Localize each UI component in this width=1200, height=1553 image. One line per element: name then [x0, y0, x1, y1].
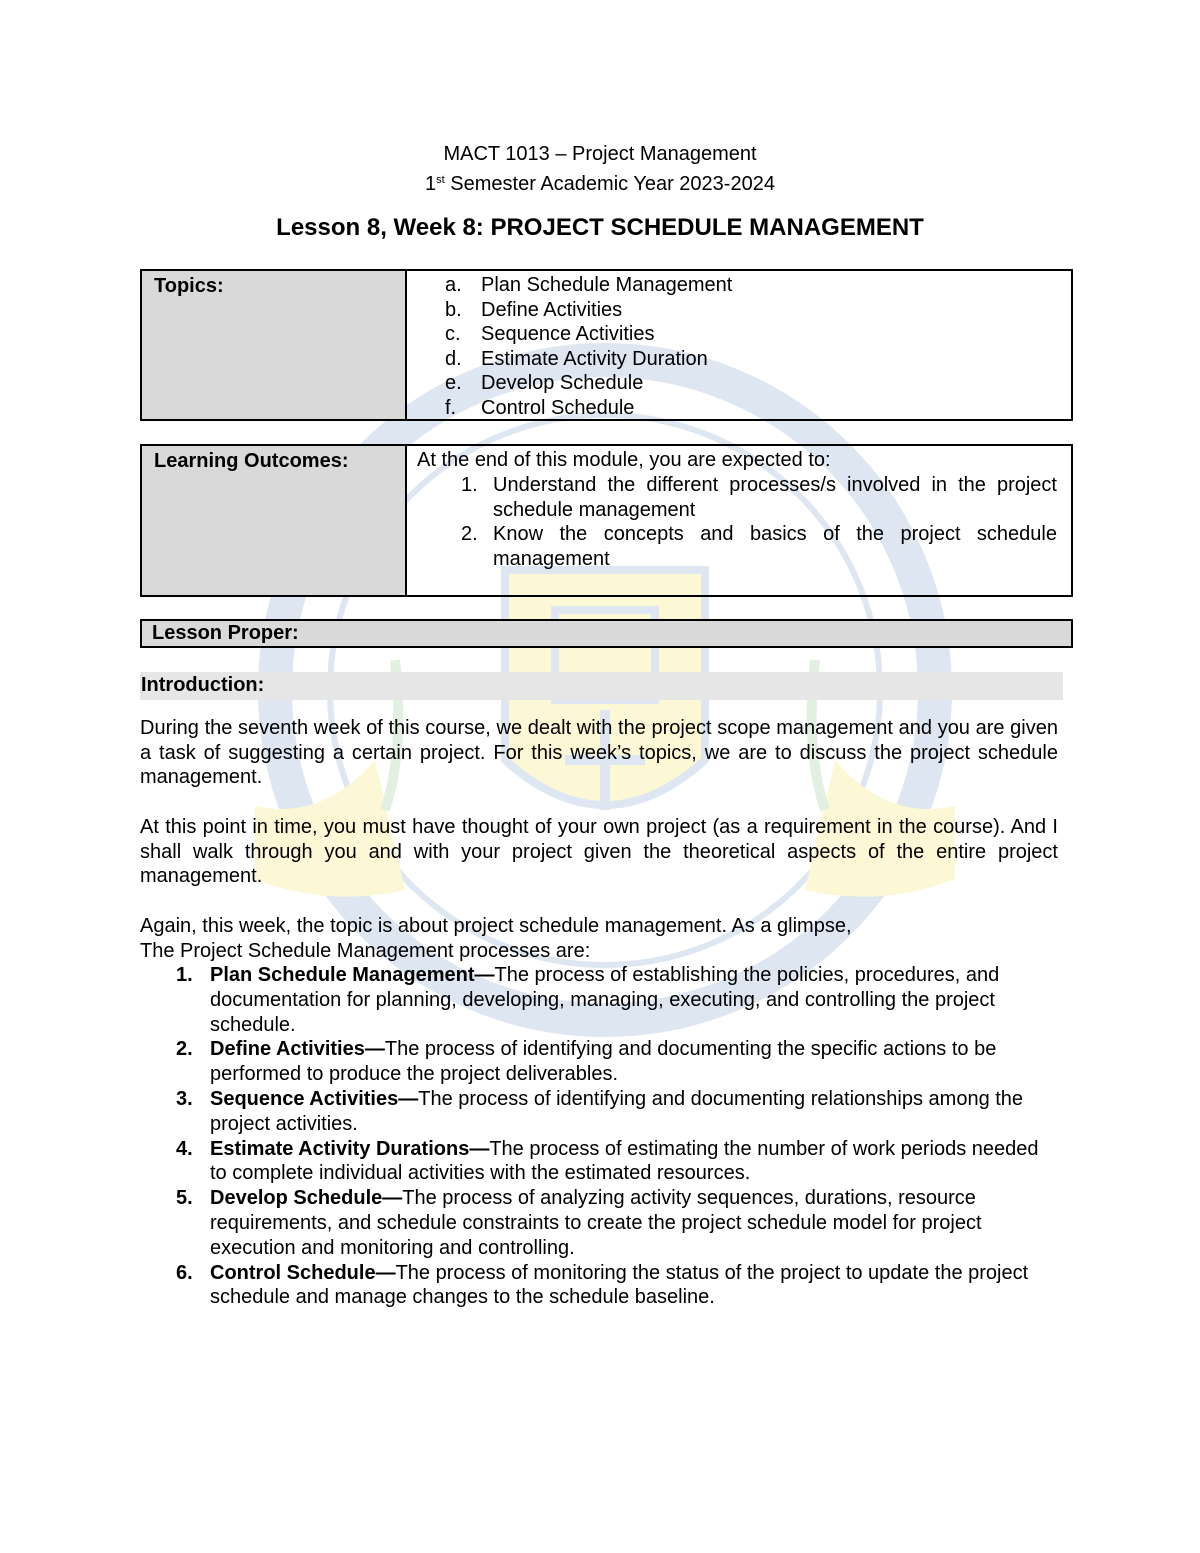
process-description: The process of estimating the number of work periods needed to complete individual activities with the estimated resources.	[210, 1137, 1039, 1185]
process-item	[140, 1261, 1058, 1311]
topic-marker: a.	[445, 274, 462, 296]
intro-paragraph-3-line-2: The Project Schedule Management processes are:	[140, 939, 591, 962]
process-name: Sequence Activities—	[210, 1087, 419, 1110]
topic-item	[417, 298, 1057, 323]
process-item	[140, 1037, 1058, 1087]
semester-ordinal: st	[436, 174, 445, 186]
process-description: The process of identifying and documenting relationships among the project activities.	[210, 1087, 1024, 1135]
topic-marker: e.	[445, 372, 462, 395]
topic-item	[417, 396, 1057, 421]
topic-marker: b.	[445, 298, 462, 321]
topic-marker: c.	[445, 323, 461, 346]
process-item	[140, 1137, 1058, 1187]
topic-text: Sequence Activities	[481, 323, 655, 346]
outcomes-content	[407, 446, 1071, 595]
process-name: Plan Schedule Management—	[210, 964, 495, 986]
outcome-text: Know the concepts and basics of the project schedule management	[493, 523, 1057, 570]
outcome-marker: 1.	[461, 474, 478, 496]
process-description: The process of identifying and documenting the specific actions to be performed to produce the project deliverables.	[210, 1038, 997, 1086]
outcome-item	[417, 522, 1057, 571]
outcome-text: Understand the different processes/s involved in the project schedule management	[493, 474, 1057, 521]
topic-marker: f.	[445, 396, 457, 419]
process-marker: 5.	[176, 1187, 193, 1210]
topic-text: Define Activities	[481, 298, 623, 321]
intro-paragraph-3-line-1: Again, this week, the topic is about project schedule management. As a glimpse,	[140, 915, 852, 937]
semester-line	[0, 167, 1200, 197]
outcomes-label: Learning Outcomes:	[142, 446, 407, 595]
process-description: The process of analyzing activity sequences, durations, resource requirements, and schedule constraints to create the project schedule model for project execution and monitoring and controlling.	[210, 1187, 982, 1259]
topic-text: Control Schedule	[481, 396, 635, 419]
process-item	[140, 1186, 1058, 1260]
process-item	[140, 1087, 1058, 1137]
topics-content	[407, 271, 1071, 419]
lesson-proper-header: Lesson Proper:	[140, 619, 1073, 648]
process-marker: 6.	[176, 1261, 193, 1284]
lesson-title: Lesson 8, Week 8: PROJECT SCHEDULE MANAGEMENT	[276, 214, 924, 241]
topic-item	[417, 322, 1057, 347]
topic-text: Plan Schedule Management	[481, 274, 733, 296]
semester-text: Semester Academic Year 2023-2024	[444, 173, 775, 195]
course-title: MACT 1013 – Project Management	[443, 143, 757, 165]
process-marker: 2.	[176, 1038, 193, 1061]
process-item	[140, 963, 1058, 1037]
topic-item	[417, 347, 1057, 372]
process-description: The process of monitoring the status of the project to update the project schedule and manage changes to the schedule baseline.	[210, 1261, 1029, 1309]
process-name: Develop Schedule—	[210, 1187, 403, 1210]
learning-outcomes-table	[140, 444, 1073, 597]
topic-text: Develop Schedule	[481, 372, 644, 395]
topic-item	[417, 273, 1057, 298]
semester-number: 1	[425, 173, 437, 195]
intro-paragraph-2: At this point in time, you must have thought of your own project (as a requirement in the course). And I shall walk through you and with your project given the theoretical aspects of the entire project management.	[140, 816, 1058, 888]
intro-paragraph-1: During the seventh week of this course, we dealt with the project scope management and you are given a task of suggesting a certain project. For this week’s topics, we are to discuss the project schedule management.	[140, 717, 1058, 789]
topic-text: Estimate Activity Duration	[481, 347, 708, 370]
outcomes-list	[417, 473, 1057, 571]
topics-label: Topics:	[142, 271, 407, 419]
outcomes-intro: At the end of this module, you are expected to:	[417, 449, 831, 471]
process-description: The process of establishing the policies, procedures, and documentation for planning, developing, managing, executing, and controlling the project schedule.	[210, 964, 1000, 1036]
process-marker: 4.	[176, 1137, 193, 1160]
outcome-marker: 2.	[461, 523, 478, 546]
intro-paragraph-3	[140, 914, 1058, 963]
topics-list	[417, 273, 1057, 421]
introduction-heading: Introduction:	[140, 672, 1063, 700]
topics-table	[140, 269, 1073, 421]
topic-marker: d.	[445, 347, 462, 370]
process-marker: 3.	[176, 1087, 193, 1110]
outcome-item	[417, 473, 1057, 522]
process-list	[140, 963, 1058, 1310]
process-name: Control Schedule—	[210, 1261, 396, 1284]
process-name: Define Activities—	[210, 1038, 385, 1061]
topic-item	[417, 371, 1057, 396]
process-name: Estimate Activity Durations—	[210, 1137, 490, 1160]
process-marker: 1.	[176, 964, 193, 986]
